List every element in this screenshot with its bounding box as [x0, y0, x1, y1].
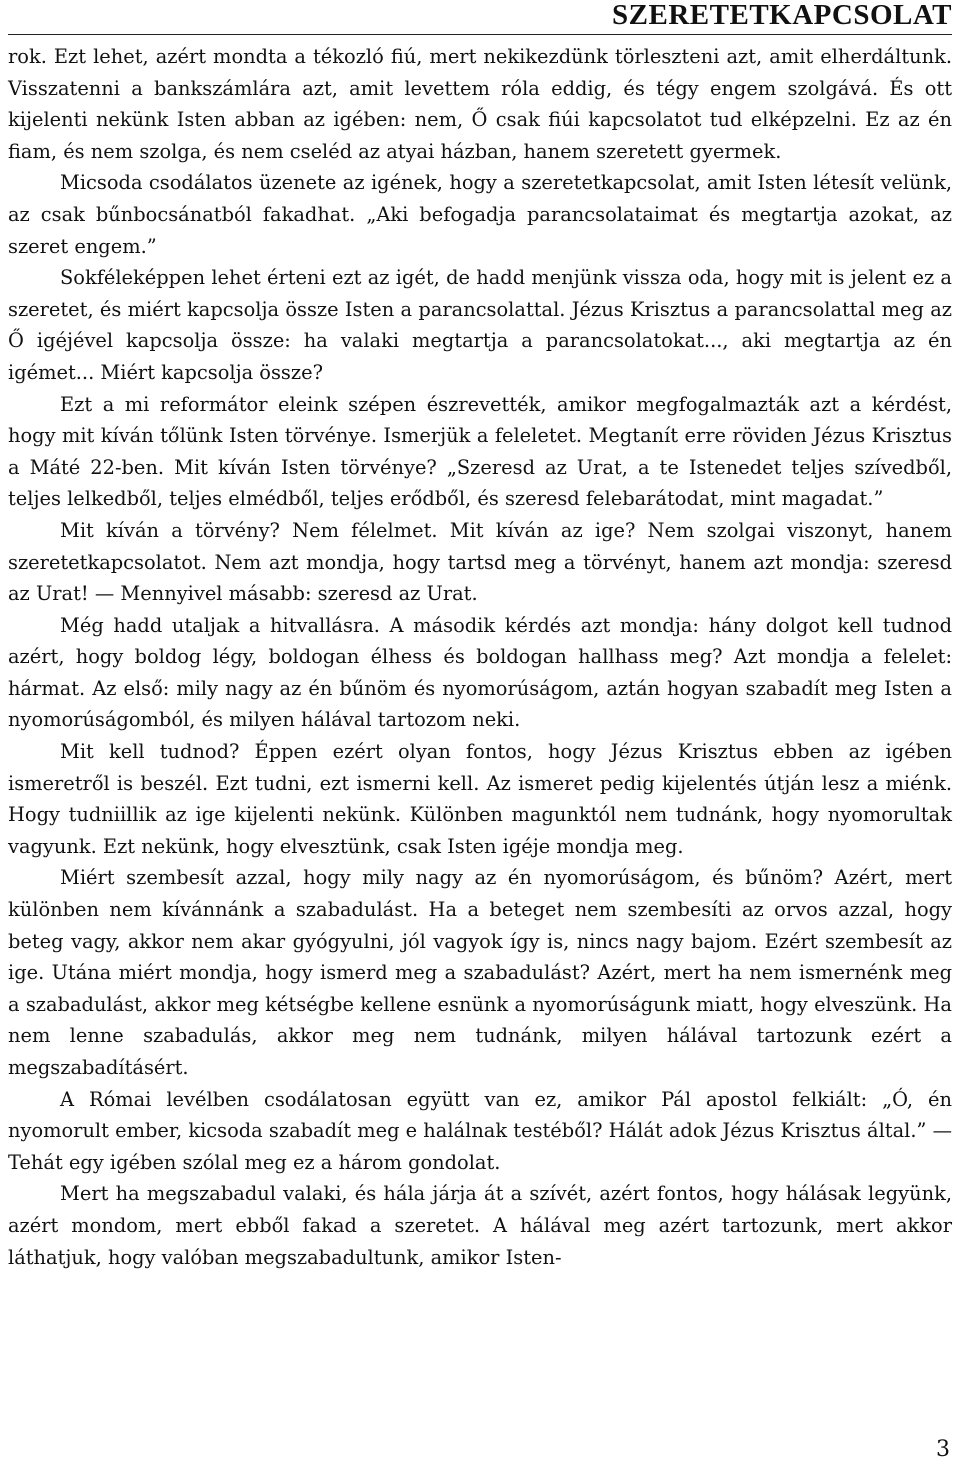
paragraph: Még hadd utaljak a hitvallásra. A második kérdés azt mondja: hány dolgot kell tudnod azért, hogy boldog légy, boldogan élhess és boldogan hallhass meg? Azt mondja a felelet: hármat. Az első: mily nagy az én bűnöm és nyomorúságom, aztán hogyan szabadít meg Isten a nyomorúságomból, és milyen hálával tartozom neki. [8, 613, 952, 732]
page-number: 3 [936, 1437, 950, 1462]
body-text [8, 41, 952, 1273]
running-head: SZERETETKAPCSOLAT [612, 0, 952, 31]
paragraph: rok. Ezt lehet, azért mondta a tékozló fiú, mert nekikezdünk törleszteni azt, amit elherdáltunk. Visszatenni a bankszámlára azt, amit levettem róla eddig, és tégy engem szolgává. És ott kijelenti nekünk Isten abban az igében: nem, Ő csak fiúi kapcsolatot tud elképzelni. Ez az én fiam, és nem szolga, és nem cseléd az atyai házban, hanem szeretett gyermek. [8, 45, 952, 163]
paragraph: Sokféleképpen lehet érteni ezt az igét, de hadd menjünk vissza oda, hogy mit is jelent ez a szeretet, és miért kapcsolja össze Isten a parancsolattal. Jézus Krisztus a parancsolattal meg az Ő igéjével kapcsolja össze: ha valaki megtartja a parancsolatokat..., aki megtartja az én igémet... Miért kapcsolja össze? [8, 266, 952, 384]
paragraph: Mit kell tudnod? Éppen ezért olyan fontos, hogy Jézus Krisztus ebben az igében ismeretről is beszél. Ezt tudni, ezt ismerni kell. Az ismeret pedig kijelentés útján lesz a miénk. Hogy tudniillik az ige kijelenti nekünk. Különben magunktól nem tudnánk, hogy nyomorultak vagyunk. Ezt nekünk, hogy elvesztünk, csak Isten igéje mondja meg. [8, 740, 952, 858]
header-rule [8, 34, 952, 35]
paragraph: Miért szembesít azzal, hogy mily nagy az én nyomorúságom, és bűnöm? Azért, mert különben nem kívánnánk a szabadulást. Ha a beteget nem szembesíti az orvos azzal, hogy beteg vagy, akkor nem akar gyógyulni, jól vagyok így is, nincs nagy bajom. Ezért szembesít az ige. Utána miért mondja, hogy ismerd meg a szabadulást? Azért, mert ha nem ismernénk meg a szabadulást, akkor meg kétségbe kellene esnünk a nyomorúságunk miatt, hogy elveszünk. Ha nem lenne szabadulás, akkor meg nem tudnánk, milyen hálával tartozunk ezért a megszabadításért. [8, 866, 952, 1079]
paragraph: A Római levélben csodálatosan együtt van ez, amikor Pál apostol felkiált: „Ó, én nyomorult ember, kicsoda szabadít meg e halálnak testéből? Hálát adok Jézus Krisztus által.” — Tehát egy igében szólal meg ez a három gondolat. [8, 1087, 952, 1174]
paragraph: Mit kíván a törvény? Nem félelmet. Mit kíván az ige? Nem szolgai viszonyt, hanem szeretetkapcsolatot. Nem azt mondja, hogy tartsd meg a törvényt, hanem azt mondja: szeresd az Urat! — Mennyivel másabb: szeresd az Urat. [8, 518, 952, 606]
paragraph: Micsoda csodálatos üzenete az igének, hogy a szeretetkapcsolat, amit Isten létesít velünk, az csak bűnbocsánatból fakadhat. „Aki befogadja parancsolataimat és megtartja azokat, az szeret engem.” [8, 171, 952, 258]
paragraph: Ezt a mi reformátor eleink szépen észrevették, amikor megfogalmazták azt a kérdést, hogy mit kíván tőlünk Isten törvénye. Ismerjük a feleletet. Megtanít erre röviden Jézus Krisztus a Máté 22-ben. Mit kíván Isten törvénye? „Szeresd az Urat, a te Istenedet teljes szívedből, teljes lelkedből, teljes elmédből, teljes erődből, és szeresd felebarátodat, mint magadat.” [8, 392, 952, 511]
paragraph: Mert ha megszabadul valaki, és hála járja át a szívét, azért fontos, hogy hálásak legyünk, azért mondom, mert ebből fakad a szeretet. A hálával meg azért tartozunk, mert akkor láthatjuk, hogy valóban megszabadultunk, amikor Isten- [8, 1182, 952, 1269]
